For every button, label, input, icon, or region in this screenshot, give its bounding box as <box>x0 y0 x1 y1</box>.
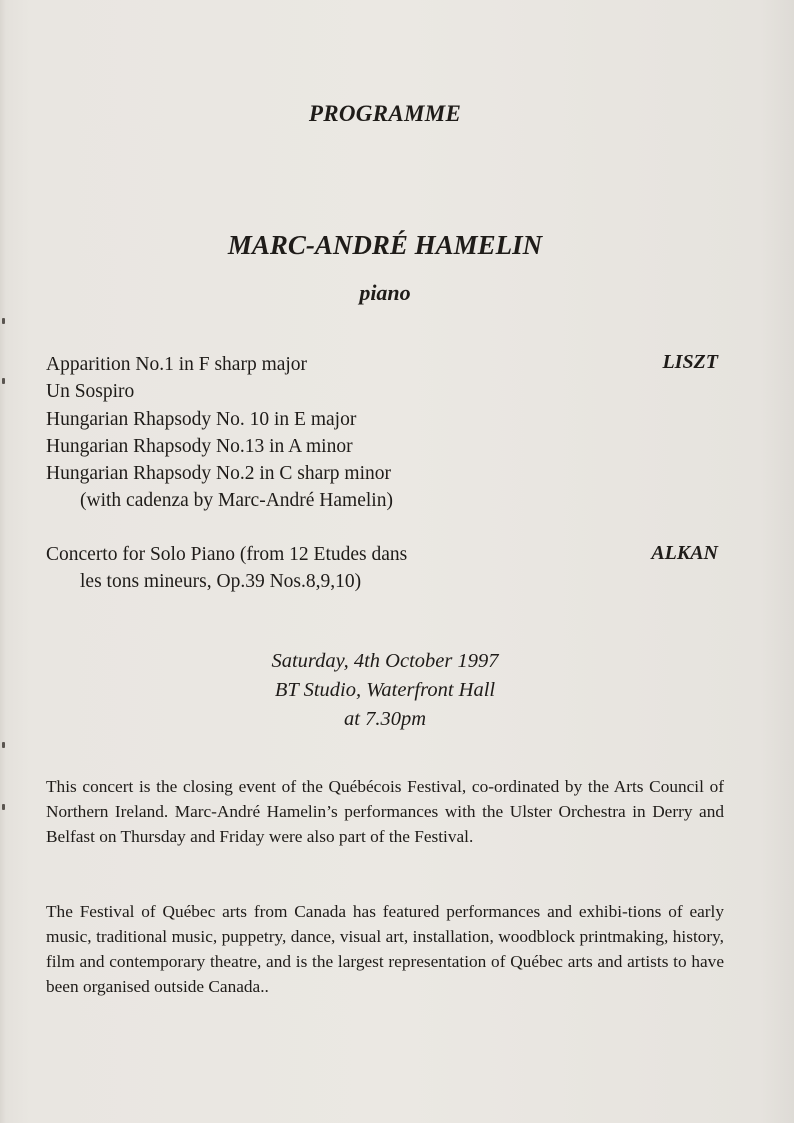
alkan-works-list <box>46 541 726 596</box>
work-item: Apparition No.1 in F sharp major <box>46 354 308 375</box>
instrument-label: piano <box>359 280 411 305</box>
event-details <box>0 647 770 734</box>
work-item: Hungarian Rhapsody No. 10 in E major <box>46 408 357 430</box>
event-date: Saturday, 4th October 1997 <box>271 650 499 672</box>
work-item: Hungarian Rhapsody No.2 in C sharp minor <box>46 463 392 485</box>
work-item: Hungarian Rhapsody No.13 in A minor <box>46 435 353 457</box>
page-title: PROGRAMME <box>308 101 462 126</box>
liszt-works-list <box>46 351 726 515</box>
work-item-note: (with cadenza by Marc-André Hamelin) <box>80 490 393 512</box>
page-edge-mark <box>2 804 5 810</box>
work-item: les tons mineurs, Op.39 Nos.8,9,10) <box>80 571 362 593</box>
page-edge-mark <box>2 378 5 384</box>
page-edge-mark <box>2 742 5 748</box>
festival-description-paragraph: The Festival of Québec arts from Canada has featured performances and exhibi-tions of early music, traditional music, puppetry, dance, visual art, installation, woodblock printmaking, history, film and contemporary theatre, and is the largest representation of Québec arts and artists to have been organised outside Canada.. <box>46 902 724 996</box>
event-time: at 7.30pm <box>344 708 426 730</box>
work-item: Un Sospiro <box>46 381 135 403</box>
artist-name: MARC-ANDRÉ HAMELIN <box>227 230 543 260</box>
composer-alkan: ALKAN <box>651 542 718 564</box>
festival-note-paragraph: This concert is the closing event of the Québécois Festival, co-ordinated by the Arts Council of Northern Ireland. Marc-André Hamelin’s performances with the Ulster Orchestra in Derry and Belfast on Thursday and Friday were also part of the Festival. <box>46 777 724 846</box>
work-item: Concerto for Solo Piano (from 12 Etudes dans <box>46 544 408 565</box>
composer-liszt: LISZT <box>662 351 718 373</box>
event-venue: BT Studio, Waterfront Hall <box>274 679 496 701</box>
page-edge-mark <box>2 318 5 324</box>
